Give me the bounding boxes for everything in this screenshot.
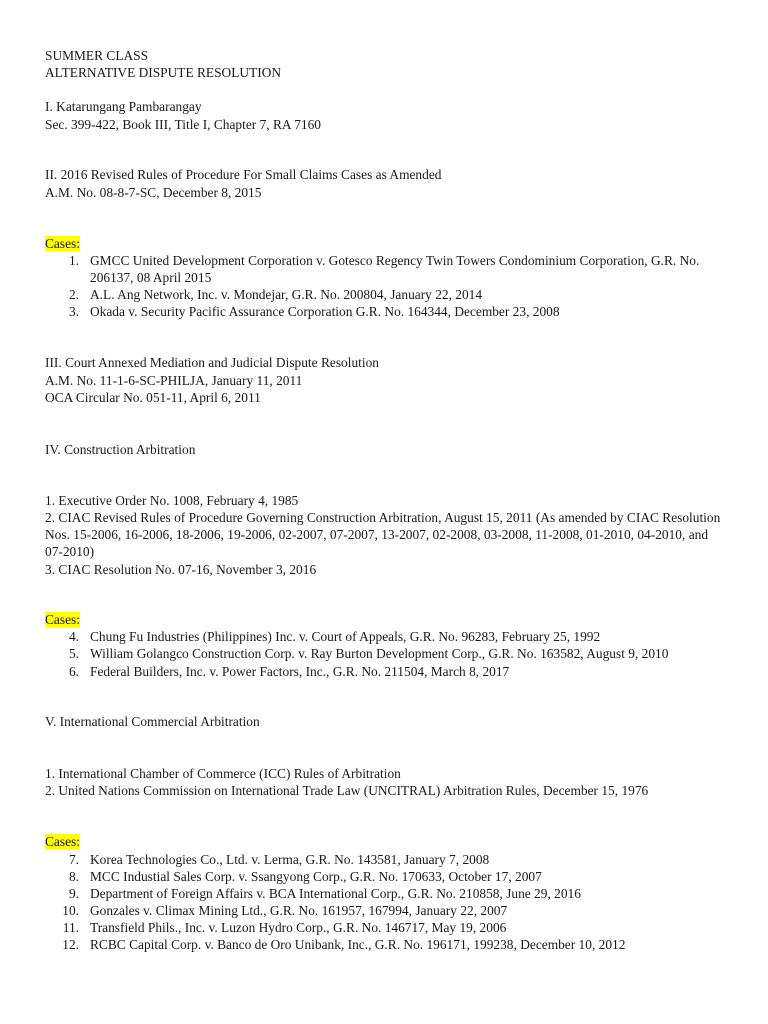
- case-item: Gonzales v. Climax Mining Ltd., G.R. No. 161957, 167994, January 22, 2007: [90, 903, 508, 918]
- case-number: 7.: [68, 852, 79, 867]
- highlighted-cases-label: Cases:: [45, 834, 80, 849]
- section-4-item: 3. CIAC Resolution No. 07-16, November 3, 2016: [45, 562, 317, 577]
- case-number: 8.: [68, 869, 79, 884]
- case-number: 5.: [68, 646, 79, 661]
- case-number: 10.: [62, 903, 79, 918]
- case-number: 9.: [68, 886, 79, 901]
- section-3-reference-2: OCA Circular No. 051-11, April 6, 2011: [45, 390, 261, 405]
- section-3-reference-1: A.M. No. 11-1-6-SC-PHILJA, January 11, 2011: [45, 373, 303, 388]
- section-4-heading: IV. Construction Arbitration: [45, 442, 196, 457]
- case-item: GMCC United Development Corporation v. Gotesco Regency Twin Towers Condominium Corporation, G.R. No. 206137, 08 April 2015: [90, 253, 700, 285]
- section-5-cases-label: [45, 833, 80, 850]
- case-item: RCBC Capital Corp. v. Banco de Oro Unibank, Inc., G.R. No. 196171, 199238, December 10, 2012: [90, 937, 626, 952]
- case-number: 3.: [68, 304, 79, 319]
- case-item: Federal Builders, Inc. v. Power Factors, Inc., G.R. No. 211504, March 8, 2017: [90, 664, 510, 679]
- section-2-heading: II. 2016 Revised Rules of Procedure For Small Claims Cases as Amended: [45, 167, 442, 182]
- section-4-cases-label: [45, 611, 80, 628]
- case-item: Okada v. Security Pacific Assurance Corporation G.R. No. 164344, December 23, 2008: [90, 304, 560, 319]
- section-4-item: 1. Executive Order No. 1008, February 4, 1985: [45, 493, 299, 508]
- section-1-heading: I. Katarungang Pambarangay: [45, 99, 202, 114]
- section-5-item: 2. United Nations Commission on International Trade Law (UNCITRAL) Arbitration Rules, December 15, 1976: [45, 783, 649, 798]
- highlighted-cases-label: Cases:: [45, 236, 80, 251]
- section-3-heading: III. Court Annexed Mediation and Judicial Dispute Resolution: [45, 355, 379, 370]
- case-number: 11.: [62, 920, 79, 935]
- case-number: 4.: [68, 629, 79, 644]
- case-item: Transfield Phils., Inc. v. Luzon Hydro Corp., G.R. No. 146717, May 19, 2006: [90, 920, 507, 935]
- document-title-line-1: SUMMER CLASS: [45, 48, 149, 63]
- case-item: Chung Fu Industries (Philippines) Inc. v. Court of Appeals, G.R. No. 96283, February 25, 1992: [90, 629, 601, 644]
- section-4-item: 2. CIAC Revised Rules of Procedure Governing Construction Arbitration, August 15, 2011 (As amended by CIAC Resolution Nos. 15-2006, 16-2006, 18-2006, 19-2006, 02-2007, 07-2007, 13-2007, 02-2008, 03-2008, 11-2008, 01-2010, 04-2010, and 07-2010): [45, 510, 721, 559]
- case-item: Department of Foreign Affairs v. BCA International Corp., G.R. No. 210858, June 29, 2016: [90, 886, 581, 901]
- case-item: William Golangco Construction Corp. v. Ray Burton Development Corp., G.R. No. 163582, August 9, 2010: [90, 646, 669, 661]
- case-number: 2.: [68, 287, 79, 302]
- section-5-heading: V. International Commercial Arbitration: [45, 714, 260, 729]
- case-number: 1.: [68, 253, 79, 268]
- section-2-reference: A.M. No. 08-8-7-SC, December 8, 2015: [45, 185, 262, 200]
- case-item: MCC Industial Sales Corp. v. Ssangyong Corp., G.R. No. 170633, October 17, 2007: [90, 869, 542, 884]
- document-title-line-2: ALTERNATIVE DISPUTE RESOLUTION: [45, 65, 282, 80]
- case-number: 12.: [62, 937, 79, 952]
- case-number: 6.: [68, 664, 79, 679]
- section-1-reference: Sec. 399-422, Book III, Title I, Chapter 7, RA 7160: [45, 117, 321, 132]
- case-item: Korea Technologies Co., Ltd. v. Lerma, G.R. No. 143581, January 7, 2008: [90, 852, 490, 867]
- highlighted-cases-label: Cases:: [45, 612, 80, 627]
- section-2-cases-label: [45, 235, 80, 252]
- section-5-item: 1. International Chamber of Commerce (ICC) Rules of Arbitration: [45, 766, 401, 781]
- case-item: A.L. Ang Network, Inc. v. Mondejar, G.R. No. 200804, January 22, 2014: [90, 287, 483, 302]
